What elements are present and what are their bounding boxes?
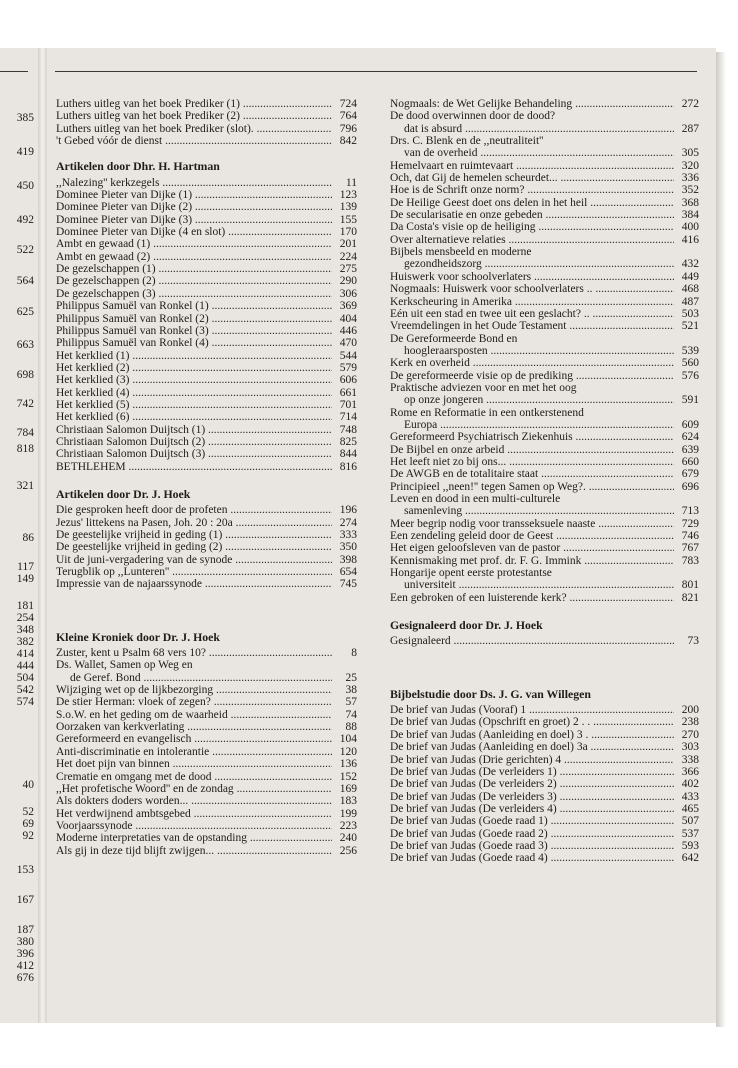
index-entry: Eén uit een stad en twee uit een geslacht? .. ..... 503 bbox=[390, 308, 699, 320]
index-entry: Nogmaals: Huiswerk voor schoolverlaters .. ..... 468 bbox=[390, 283, 699, 295]
index-entry: Impressie van de najaarssynode ..... 745 bbox=[56, 578, 357, 590]
luther-entries bbox=[56, 98, 357, 147]
left-page-number: 542 bbox=[16, 684, 34, 696]
main-entries bbox=[390, 98, 699, 604]
left-page-number: 396 bbox=[16, 948, 34, 960]
index-entry: BETHLEHEM ..... 816 bbox=[56, 461, 357, 473]
left-page-number: 412 bbox=[16, 960, 34, 972]
index-entry: Die gesproken heeft door de profeten ..... 196 bbox=[56, 504, 357, 516]
index-entry: gezondheidszorg ..... 432 bbox=[390, 258, 699, 270]
index-entry: De brief van Judas (De verleiders 3) ..... 433 bbox=[390, 791, 699, 803]
index-entry: Nogmaals: de Wet Gelijke Behandeling ..... 272 bbox=[390, 98, 699, 110]
index-entry: Christiaan Salomon Duijtsch (1) ..... 748 bbox=[56, 424, 357, 436]
index-entry: De brief van Judas (De verleiders 1) ..... 366 bbox=[390, 766, 699, 778]
index-entry: De Heilige Geest doet ons delen in het heil ..... 368 bbox=[390, 197, 699, 209]
hoek-article-entries bbox=[56, 504, 357, 590]
left-page-number: 385 bbox=[16, 112, 34, 124]
left-page-number: 444 bbox=[16, 660, 34, 672]
left-page-number: 564 bbox=[16, 275, 34, 287]
index-entry: De brief van Judas (Goede raad 1) ..... 507 bbox=[390, 815, 699, 827]
index-entry: Dominee Pieter van Dijke (1) ..... 123 bbox=[56, 189, 357, 201]
left-page-number: 663 bbox=[16, 339, 34, 351]
hartman-entries bbox=[56, 177, 357, 473]
index-entry-wallet-line2: de Geref. Bond ..... 25 bbox=[56, 672, 357, 684]
left-page-number: 348 bbox=[16, 624, 34, 636]
index-column-2 bbox=[390, 98, 699, 865]
left-page-number: 492 bbox=[16, 214, 34, 226]
index-entry: Kerkscheuring in Amerika ..... 487 bbox=[390, 296, 699, 308]
index-entry-line: Hongarije opent eerste protestantse bbox=[390, 567, 552, 580]
left-page-number: 818 bbox=[16, 443, 34, 455]
index-entry: Voorjaarssynode ..... 223 bbox=[56, 820, 357, 832]
left-page-number: 574 bbox=[16, 696, 34, 708]
index-entry: De stier Herman: vloek of zegen? ..... 57 bbox=[56, 696, 357, 708]
left-page-number: 784 bbox=[16, 427, 34, 439]
index-entry: De geestelijke vrijheid in geding (2) ..... 350 bbox=[56, 541, 357, 553]
index-entry: van de overheid ..... 305 bbox=[390, 147, 699, 159]
index-entry: De brief van Judas (Aanleiding en doel) 3a ..... 303 bbox=[390, 741, 699, 753]
index-entry: Een zendeling geleid door de Geest ..... 746 bbox=[390, 530, 699, 542]
left-page-number: 40 bbox=[22, 779, 34, 791]
index-entry-line: De dood overwinnen door de dood? bbox=[390, 110, 556, 123]
index-entry: De brief van Judas (Vooraf) 1 ..... 200 bbox=[390, 704, 699, 716]
index-entry: Het doet pijn van binnen ..... 136 bbox=[56, 758, 357, 770]
index-column-1 bbox=[56, 98, 357, 857]
section-heading-kroniek: Kleine Kroniek door Dr. J. Hoek bbox=[56, 629, 220, 644]
index-entry: Over alternatieve relaties ..... 416 bbox=[390, 234, 699, 246]
book-gutter bbox=[38, 48, 47, 1023]
page-edge-shadow bbox=[716, 52, 726, 1027]
kroniek-entries bbox=[56, 647, 357, 659]
left-page-number: 254 bbox=[16, 612, 34, 624]
index-entry: Hemelvaart en ruimtevaart ..... 320 bbox=[390, 160, 699, 172]
index-entry: Meer begrip nodig voor transseksuele naaste ..... 729 bbox=[390, 518, 699, 530]
bijbelstudie-entries bbox=[390, 704, 699, 864]
index-entry: Zuster, kent u Psalm 68 vers 10? ..... 8 bbox=[56, 647, 357, 659]
index-entry: Terugblik op ,,Lunteren'' ..... 654 bbox=[56, 566, 357, 578]
index-entry: Luthers uitleg van het boek Prediker (2) ..... 764 bbox=[56, 110, 357, 122]
left-page-number: 117 bbox=[17, 561, 34, 573]
index-entry: Dominee Pieter van Dijke (3) ..... 155 bbox=[56, 214, 357, 226]
index-entry: De brief van Judas (Goede raad 4) ..... 642 bbox=[390, 852, 699, 864]
left-page-number: 187 bbox=[16, 924, 34, 936]
left-page-number: 382 bbox=[16, 636, 34, 648]
index-entry: samenleving ..... 713 bbox=[390, 505, 699, 517]
index-entry-wallet-line1: Ds. Wallet, Samen op Weg en bbox=[56, 659, 193, 672]
index-entry: dat is absurd ..... 287 bbox=[390, 123, 699, 135]
index-entry: De AWGB en de totalitaire staat ..... 679 bbox=[390, 468, 699, 480]
index-entry: Philippus Samuël van Ronkel (2) ..... 404 bbox=[56, 313, 357, 325]
index-entry-line: Leven en dood in een multi-culturele bbox=[390, 493, 561, 505]
index-entry: Gereformeerd en evangelisch ..... 104 bbox=[56, 733, 357, 745]
index-entry: Het kerklied (1) ..... 544 bbox=[56, 350, 357, 362]
left-page-number: 625 bbox=[16, 306, 34, 318]
index-entry: Da Costa's visie op de heiliging ..... 400 bbox=[390, 221, 699, 233]
index-entry: Een gebroken of een luisterende kerk? ..... 821 bbox=[390, 592, 699, 604]
index-entry: Het kerklied (2) ..... 579 bbox=[56, 362, 357, 374]
index-entry: Jezus' littekens na Pasen, Joh. 20 : 20a ..... 274 bbox=[56, 517, 357, 529]
index-entry: Gesignaleerd ..... 73 bbox=[390, 635, 699, 647]
index-entry-line: Drs. C. Blenk en de ,,neutraliteit'' bbox=[390, 135, 544, 148]
index-entry: De brief van Judas (Opschrift en groet) 2 . . ..... 238 bbox=[390, 716, 699, 728]
index-entry: Het kerklied (5) ..... 701 bbox=[56, 399, 357, 411]
index-entry: Oorzaken van kerkverlating ..... 88 bbox=[56, 721, 357, 733]
left-page-number: 86 bbox=[22, 532, 34, 544]
index-entry: Europa ..... 609 bbox=[390, 419, 699, 431]
index-entry: universiteit ..... 801 bbox=[390, 579, 699, 591]
section-heading-hartman: Artikelen door Dhr. H. Hartman bbox=[56, 159, 220, 174]
index-entry: ,,Nalezing'' kerkzegels ..... 11 bbox=[56, 177, 357, 189]
index-entry: Moderne interpretaties van de opstanding ..... 240 bbox=[56, 832, 357, 844]
left-page-number: 167 bbox=[16, 894, 34, 906]
left-page-number: 69 bbox=[22, 818, 34, 830]
index-entry: Het leeft niet zo bij ons... ..... 660 bbox=[390, 456, 699, 468]
index-entry: Het kerklied (4) ..... 661 bbox=[56, 387, 357, 399]
left-page-number: 321 bbox=[16, 480, 34, 492]
index-entry: De brief van Judas (Aanleiding en doel) 3 . ..... 270 bbox=[390, 729, 699, 741]
index-entry: Christiaan Salomon Duijtsch (2) ..... 825 bbox=[56, 436, 357, 448]
kroniek-entries-cont bbox=[56, 684, 357, 857]
index-entry: De gereformeerde visie op de prediking ..... 576 bbox=[390, 370, 699, 382]
index-entry: Het kerklied (3) ..... 606 bbox=[56, 374, 357, 386]
index-entry: Crematie en omgang met de dood ..... 152 bbox=[56, 771, 357, 783]
left-page-number: 181 bbox=[16, 600, 34, 612]
index-entry: Gereformeerd Psychiatrisch Ziekenhuis ..... 624 bbox=[390, 431, 699, 443]
index-entry: S.o.W. en het geding om de waarheid ..... 74 bbox=[56, 709, 357, 721]
index-entry: De gezelschappen (1) ..... 275 bbox=[56, 263, 357, 275]
left-page-number: 522 bbox=[16, 244, 34, 256]
left-page-number: 504 bbox=[16, 672, 34, 684]
left-page-number: 380 bbox=[16, 936, 34, 948]
index-entry: Hoe is de Schrift onze norm? ..... 352 bbox=[390, 184, 699, 196]
left-page-numbers bbox=[0, 0, 34, 1068]
index-entry: De Bijbel en onze arbeid ..... 639 bbox=[390, 444, 699, 456]
index-entry: Och, dat Gij de hemelen scheurdet... ..... 336 bbox=[390, 172, 699, 184]
left-page-number: 153 bbox=[16, 864, 34, 876]
index-entry: Huiswerk voor schoolverlaters ..... 449 bbox=[390, 271, 699, 283]
index-entry: Wijziging wet op de lijkbezorging ..... 38 bbox=[56, 684, 357, 696]
index-entry: Ambt en gewaad (2) ..... 224 bbox=[56, 251, 357, 263]
index-entry-line: Rome en Reformatie in een ontkerstenend bbox=[390, 406, 584, 419]
left-page-number: 698 bbox=[16, 369, 34, 381]
index-entry: ,,Het profetische Woord'' en de zondag ..... 169 bbox=[56, 783, 357, 795]
index-entry: De brief van Judas (De verleiders 4) ..... 465 bbox=[390, 803, 699, 815]
index-entry: Vreemdelingen in het Oude Testament ..... 521 bbox=[390, 320, 699, 332]
index-entry: De brief van Judas (Drie gerichten) 4 ..... 338 bbox=[390, 754, 699, 766]
index-entry: Principieel ,,neen!'' tegen Samen op Weg?. ..... 696 bbox=[390, 481, 699, 493]
index-entry: Als dokters doders worden... ..... 183 bbox=[56, 795, 357, 807]
index-entry: Philippus Samuël van Ronkel (4) ..... 470 bbox=[56, 337, 357, 349]
left-page-number: 450 bbox=[16, 180, 34, 192]
index-entry: De gezelschappen (3) ..... 306 bbox=[56, 288, 357, 300]
index-entry: Philippus Samuël van Ronkel (3) ..... 446 bbox=[56, 325, 357, 337]
index-entry: De gezelschappen (2) ..... 290 bbox=[56, 275, 357, 287]
index-entry-line: De Gereformeerde Bond en bbox=[390, 332, 518, 345]
section-heading-hoek-articles: Artikelen door Dr. J. Hoek bbox=[56, 486, 191, 501]
index-entry: Kennismaking met prof. dr. F. G. Immink ..... 783 bbox=[390, 555, 699, 567]
index-entry: Luthers uitleg van het boek Prediker (slot). ..... 796 bbox=[56, 123, 357, 135]
index-entry-line: Bijbels mensbeeld en moderne bbox=[390, 246, 532, 259]
index-entry: Anti-discriminatie en intolerantie ..... 120 bbox=[56, 746, 357, 758]
index-entry: De geestelijke vrijheid in geding (1) ..... 333 bbox=[56, 529, 357, 541]
index-entry: Philippus Samuël van Ronkel (1) ..... 369 bbox=[56, 300, 357, 312]
index-entry: De secularisatie en onze gebeden ..... 384 bbox=[390, 209, 699, 221]
index-entry: Het kerklied (6) ..... 714 bbox=[56, 411, 357, 423]
index-entry: De brief van Judas (De verleiders 2) ..... 402 bbox=[390, 778, 699, 790]
index-entry: Luthers uitleg van het boek Prediker (1) ..... 724 bbox=[56, 98, 357, 110]
index-entry: Christiaan Salomon Duijtsch (3) ..... 844 bbox=[56, 448, 357, 460]
section-heading-gesignaleerd: Gesignaleerd door Dr. J. Hoek bbox=[390, 618, 543, 633]
index-entry: Uit de juni-vergadering van de synode ..... 398 bbox=[56, 554, 357, 566]
left-page-number: 414 bbox=[16, 648, 34, 660]
index-entry: Het eigen geloofsleven van de pastor ..... 767 bbox=[390, 542, 699, 554]
gesignaleerd-entries bbox=[390, 635, 699, 647]
index-entry: De brief van Judas (Goede raad 3) ..... 593 bbox=[390, 840, 699, 852]
index-entry-line: Praktische adviezen voor en met het oog bbox=[390, 381, 577, 394]
index-entry: Dominee Pieter van Dijke (2) ..... 139 bbox=[56, 201, 357, 213]
section-heading-bijbelstudie: Bijbelstudie door Ds. J. G. van Willegen bbox=[390, 686, 591, 701]
index-entry: 't Gebed vóór de dienst ..... 842 bbox=[56, 135, 357, 147]
left-page-number: 52 bbox=[22, 806, 34, 818]
index-entry: Ambt en gewaad (1) ..... 201 bbox=[56, 238, 357, 250]
left-page-number: 92 bbox=[22, 830, 34, 842]
index-entry: hoogleraarsposten ..... 539 bbox=[390, 345, 699, 357]
left-page-number: 676 bbox=[16, 972, 34, 984]
index-entry: op onze jongeren ..... 591 bbox=[390, 394, 699, 406]
left-page-number: 149 bbox=[16, 573, 34, 585]
left-page-number: 419 bbox=[16, 146, 34, 158]
index-entry: Als gij in deze tijd blijft zwijgen... ..... 256 bbox=[56, 845, 357, 857]
header-rule bbox=[55, 71, 697, 72]
index-entry: Dominee Pieter van Dijke (4 en slot) ..... 170 bbox=[56, 226, 357, 238]
index-entry: Het verdwijnend ambtsgebed ..... 199 bbox=[56, 808, 357, 820]
index-entry: Kerk en overheid ..... 560 bbox=[390, 357, 699, 369]
index-entry: De brief van Judas (Goede raad 2) ..... 537 bbox=[390, 828, 699, 840]
left-page-number: 742 bbox=[16, 398, 34, 410]
